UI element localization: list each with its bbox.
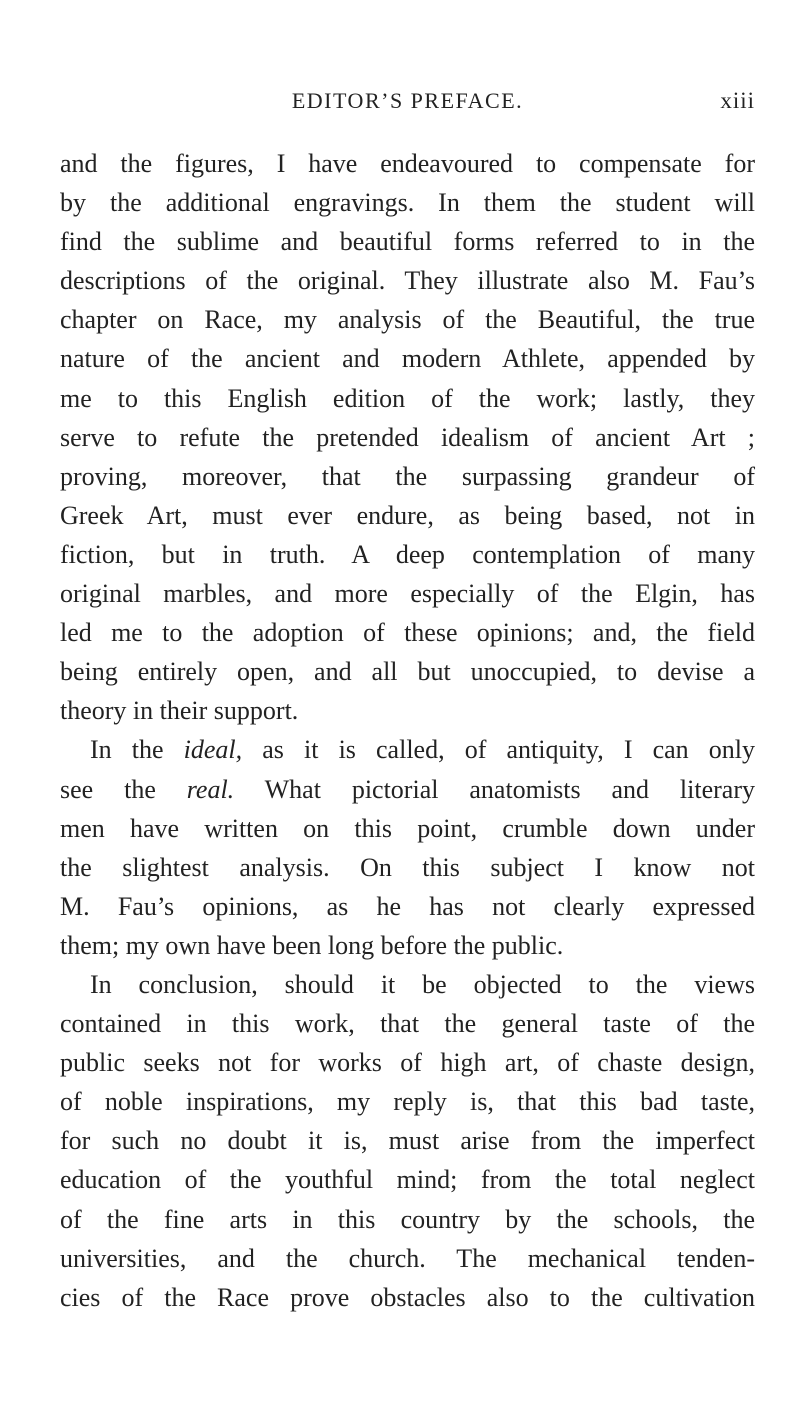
text-line: me to this English edition of the work; lastly, they: [60, 383, 755, 413]
text-line: descriptions of the original. They illustrate also M. Fau’s: [60, 266, 755, 296]
text-line: being entirely open, and all but unoccupied, to devise a: [60, 657, 755, 687]
running-head: [60, 88, 755, 118]
text-line: Greek Art, must ever endure, as being based, not in: [60, 500, 755, 530]
line-text: In the: [90, 735, 184, 765]
line-text: as it is called, of antiquity, I can only: [242, 735, 755, 765]
text-line: led me to the adoption of these opinions; and, the field: [60, 618, 755, 648]
text-line: by the additional engravings. In them the student will: [60, 188, 755, 218]
page-number: xiii: [720, 88, 755, 113]
text-line: of the fine arts in this country by the schools, the: [60, 1204, 755, 1234]
line-text: What pictorial anatomists and literary: [234, 774, 755, 804]
text-line: nature of the ancient and modern Athlete, appended by: [60, 344, 755, 374]
paragraph-first-line: In conclusion, should it be objected to the views: [90, 969, 755, 999]
text-line: men have written on this point, crumble down under: [60, 813, 755, 843]
paragraph-first-line: [60, 730, 755, 769]
text-line: for such no doubt it is, must arise from the imperfect: [60, 1126, 755, 1156]
text-line: universities, and the church. The mechanical tenden-: [60, 1243, 755, 1273]
text-line: education of the youthful mind; from the total neglect: [60, 1165, 755, 1195]
text-line: of noble inspirations, my reply is, that this bad taste,: [60, 1087, 755, 1117]
text-line: serve to refute the pretended idealism of ancient Art ;: [60, 422, 755, 452]
line-text: see the: [60, 774, 187, 804]
text-line: public seeks not for works of high art, of chaste design,: [60, 1048, 755, 1078]
text-line: M. Fau’s opinions, as he has not clearly expressed: [60, 891, 755, 921]
text-line: [60, 770, 755, 809]
text-line: find the sublime and beautiful forms referred to in the: [60, 227, 755, 257]
text-line: chapter on Race, my analysis of the Beautiful, the true: [60, 305, 755, 335]
body-text: [60, 144, 755, 1317]
text-line: proving, moreover, that the surpassing grandeur of: [60, 461, 755, 491]
text-line: and the figures, I have endeavoured to compensate for: [60, 149, 755, 178]
paragraph-last-line: theory in their support.: [60, 696, 299, 726]
text-line: the slightest analysis. On this subject I know not: [60, 852, 755, 882]
text-line: fiction, but in truth. A deep contemplation of many: [60, 539, 755, 569]
italic-term-ideal: ideal,: [183, 735, 243, 765]
text-line: cies of the Race prove obstacles also to the cultivation: [60, 1282, 755, 1312]
paragraph-last-line: them; my own have been long before the public.: [60, 930, 564, 960]
running-head-title: EDITOR’S PREFACE.: [291, 88, 524, 113]
italic-term-real: real.: [186, 774, 235, 804]
text-line: original marbles, and more especially of the Elgin, has: [60, 579, 755, 609]
text-line: contained in this work, that the general taste of the: [60, 1009, 755, 1039]
